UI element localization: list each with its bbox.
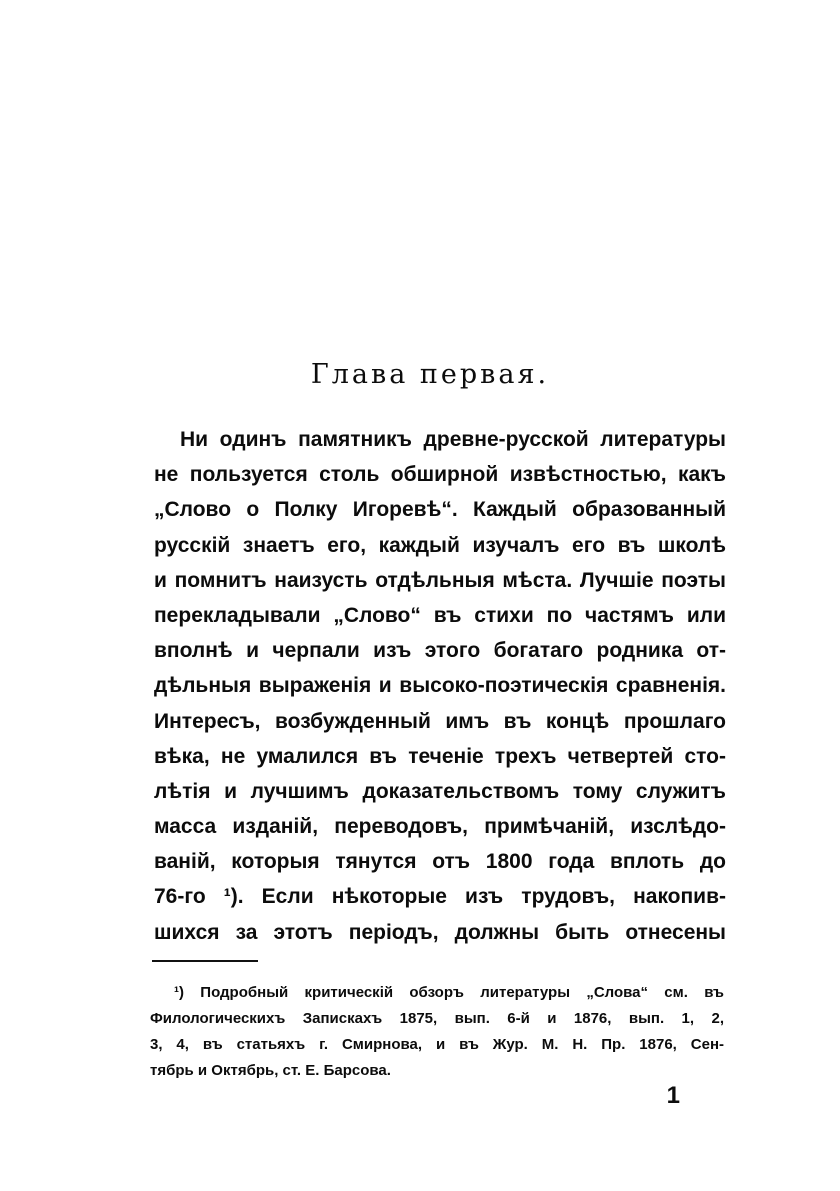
text-line: „Слово о Полку Игоревѣ“. Каждый образованный — [154, 498, 726, 522]
footnote-divider — [152, 960, 258, 962]
body-text — [154, 422, 726, 950]
text-line: лѣтія и лучшимъ доказательствомъ тому служитъ — [154, 779, 726, 803]
text-line: масса изданій, переводовъ, примѣчаній, изслѣдо- — [154, 815, 726, 839]
text-line: дѣльныя выраженія и высоко-поэтическія сравненія. — [154, 674, 726, 698]
text-line: русскій знаетъ его, каждый изучалъ его въ школѣ — [154, 533, 726, 557]
text-line: вѣка, не умалился въ теченіе трехъ четвертей сто- — [154, 744, 726, 768]
text-line: ваній, которыя тянутся отъ 1800 года вплоть до — [154, 850, 726, 874]
text-line: Ни одинъ памятникъ древне-русской литературы — [180, 428, 726, 451]
footnote-line: 3, 4, въ статьяхъ г. Смирнова, и въ Жур. М. Н. Пр. 1876, Сен- — [150, 1036, 724, 1053]
footnote — [150, 980, 724, 1084]
footnote-line: Филологическихъ Запискахъ 1875, вып. 6-й и 1876, вып. 1, 2, — [150, 1010, 724, 1027]
text-line: шихся за этотъ періодъ, должны быть отнесены — [154, 920, 726, 944]
page-number: 1 — [666, 1082, 680, 1109]
text-line: не пользуется столь обширной извѣстностью, какъ — [154, 463, 726, 487]
text-line: перекладывали „Слово“ въ стихи по частямъ или — [154, 603, 726, 627]
footnote-line: тябрь и Октябрь, ст. Е. Барсова. — [150, 1062, 391, 1079]
text-line: 76-го ¹). Если нѣкоторые изъ трудовъ, накопив- — [154, 885, 726, 909]
text-line: Интересъ, возбужденный имъ въ концѣ прошлаго — [154, 709, 726, 733]
chapter-title: Глава первая. — [310, 359, 550, 390]
text-line: вполнѣ и черпали изъ этого богатаго родника от- — [154, 639, 726, 663]
footnote-line: ¹) Подробный критическій обзоръ литературы „Слова“ см. въ — [174, 984, 724, 1001]
text-line: и помнитъ наизусть отдѣльныя мѣста. Лучшіе поэты — [154, 568, 726, 592]
